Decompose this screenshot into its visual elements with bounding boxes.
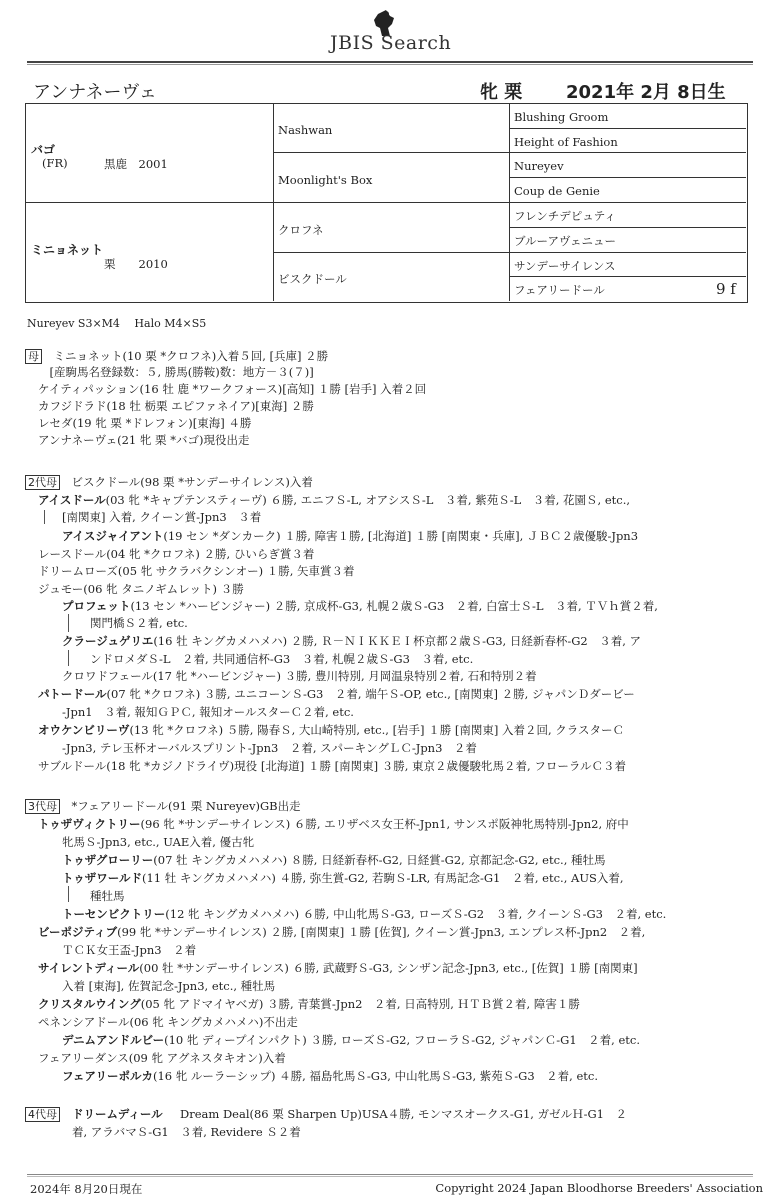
generation-tag: 3代母 xyxy=(25,799,60,814)
record-text: (13 セン *ハービンジャー) ２勝, 京成杯-G3, 札幌２歳Ｓ-G3 ２着, 白富士Ｓ-L ３着, ＴＶｈ賞２着, xyxy=(130,599,658,613)
record-text: ドリームローズ(05 牝 サクラバクシンオー) １勝, 矢車賞３着 xyxy=(38,564,355,578)
g3-6[interactable]: ブルーアヴェニュー xyxy=(514,234,617,248)
record-line xyxy=(38,722,624,738)
record-line xyxy=(62,852,606,868)
record-text: (10 牝 ディープインパクト) ３勝, ローズＳ-G2, フローラＳ-G2, ジャパンＣ-G1 ２着, etc. xyxy=(164,1033,640,1047)
record-text: レセダ(19 牝 栗 *ドレフォン)[東海] ４勝 xyxy=(38,416,252,430)
record-text: [産駒馬名登録数：５, 勝馬(勝鞍)数：地方－３(７)] xyxy=(38,365,314,379)
horse-link[interactable]: サイレントディール xyxy=(38,961,140,975)
indent-bar xyxy=(44,510,45,524)
record-text: (13 牝 *クロフネ) ５勝, 陽春Ｓ, 大山崎特別, etc., [岩手] １勝 [南関東] 入着２回, クラスターＣ xyxy=(129,723,624,737)
g3-8[interactable]: フェアリードール xyxy=(514,283,605,297)
sire-color-year: 黒鹿 2001 xyxy=(104,157,168,171)
record-text: レースドール(04 牝 *クロフネ) ２勝, ひいらぎ賞３着 xyxy=(38,547,315,561)
jbis-logo[interactable] xyxy=(330,6,460,54)
record-line xyxy=(62,942,196,958)
record-text: クロワドフェール(17 牝 *ハービンジャー) ３勝, 豊川特別, 月岡温泉特別２着, 石和特別２着 xyxy=(62,669,537,683)
horse-link[interactable]: オウケンビリーヴ xyxy=(38,723,130,737)
horse-link[interactable]: クリスタルウイング xyxy=(38,997,141,1011)
record-line xyxy=(72,1124,301,1140)
g3-4[interactable]: Coup de Genie xyxy=(514,184,600,198)
record-text: (05 牝 アドマイヤベガ) ３勝, 青葉賞-Jpn2 ２着, 日高特別, ＨＴＢ賞２着, 障害１勝 xyxy=(140,997,580,1011)
horse-name: アンナネーヴェ xyxy=(33,82,157,103)
sire-name[interactable]: バゴ xyxy=(31,143,56,157)
record-line xyxy=(38,1014,298,1030)
horse-link[interactable]: フェアリーポルカ xyxy=(62,1069,153,1083)
horse-link[interactable]: クラージュゲリエ xyxy=(62,634,154,648)
record-line xyxy=(180,1106,627,1122)
record-line xyxy=(62,633,641,649)
logo-text: JBIS Search xyxy=(330,32,452,54)
record-text: 入着 [東海], 佐賀記念-Jpn3, etc., 種牡馬 xyxy=(62,979,276,993)
record-line xyxy=(62,528,638,544)
horse-link[interactable]: トゥザヴィクトリー xyxy=(38,817,141,831)
record-text: (07 牡 キングカメハメハ) ８勝, 日経新春杯-G2, 日経賞-G2, 京都記念-G2, etc., 種牡馬 xyxy=(153,853,606,867)
record-text: ジュモー(06 牝 タニノギムレット) ３勝 xyxy=(38,582,244,596)
family-number: 9 f xyxy=(716,280,736,298)
record-line xyxy=(38,960,638,976)
record-line xyxy=(38,924,645,940)
record-text: [南関東] 入着, クイーン賞-Jpn3 ３着 xyxy=(62,510,262,524)
record-line xyxy=(38,381,426,397)
header-rule xyxy=(27,61,753,63)
sire-sire[interactable]: Nashwan xyxy=(278,123,333,137)
record-line xyxy=(90,651,473,667)
horse-link[interactable]: トーセンビクトリー xyxy=(62,907,166,921)
record-text: Dream Deal(86 栗 Sharpen Up)USA４勝, モンマスオークス-G1, ガゼルＨ-G1 ２ xyxy=(180,1107,627,1121)
record-line xyxy=(38,432,249,448)
record-text: 関門橋Ｓ２着, etc. xyxy=(90,616,188,630)
record-text: ＴＣＫ女王盃-Jpn3 ２着 xyxy=(62,943,197,957)
horse-link[interactable]: プロフェット xyxy=(62,599,131,613)
footer-rule xyxy=(27,1174,753,1175)
record-text: (16 牝 ルーラーシップ) ４勝, 福島牝馬Ｓ-G3, 中山牝馬Ｓ-G3, 紫苑Ｓ-G3 ２着, etc. xyxy=(152,1069,599,1083)
record-line xyxy=(62,1068,598,1084)
indent-bar xyxy=(68,886,69,902)
record-line xyxy=(25,1106,163,1122)
horse-link[interactable]: トゥザグローリー xyxy=(62,853,154,867)
record-line xyxy=(38,996,580,1012)
record-text: アンナネーヴェ(21 牝 栗 *バゴ)現役出走 xyxy=(38,433,250,447)
record-line xyxy=(62,978,275,994)
record-line xyxy=(38,492,630,508)
record-line xyxy=(38,758,626,774)
dam-sire[interactable]: クロフネ xyxy=(278,223,324,237)
record-text: ンドロメダＳ-L ２着, 共同通信杯-G3 ３着, 札幌２歳Ｓ-G3 ３着, etc. xyxy=(90,652,474,666)
header-rule-thin xyxy=(27,64,753,65)
record-text: フェアリーダンス(09 牝 アグネスタキオン)入着 xyxy=(38,1051,286,1065)
generation-tag: 2代母 xyxy=(25,475,60,490)
record-line xyxy=(38,415,251,431)
horse-birth-date: 2021年 2月 8日生 xyxy=(566,82,726,103)
record-line xyxy=(38,563,355,579)
record-text: -Jpn3, テレ玉杯オーバルスプリント-Jpn3 ２着, スパーキングＬＣ-Jpn3 ２着 xyxy=(62,741,477,755)
record-text: (19 セン *ダンカーク) １勝, 障害１勝, [北海道] １勝 [南関東・兵庫], ＪＢＣ２歳優駿-Jpn3 xyxy=(163,529,639,543)
horse-link[interactable]: アイスジャイアント xyxy=(62,529,164,543)
dam-color-year: 栗 2010 xyxy=(104,257,168,271)
record-line xyxy=(38,398,314,414)
footer-rule-thin xyxy=(27,1176,753,1177)
record-text: (03 牝 *キャプテンスティーヴ) ６勝, エニフＳ-L, オアシスＳ-L ３着, 紫苑Ｓ-L ３着, 花園Ｓ, etc., xyxy=(105,493,631,507)
record-line xyxy=(90,615,188,631)
record-line xyxy=(38,1050,286,1066)
horse-link[interactable]: アイスドール xyxy=(38,493,106,507)
record-text: カフジドラド(18 牡 栃栗 エピファネイア)[東海] ２勝 xyxy=(38,399,314,413)
record-text: 種牡馬 xyxy=(90,889,125,903)
horse-link[interactable]: パトードール xyxy=(38,687,107,701)
record-line xyxy=(38,686,635,702)
record-text: 着, アラバマＳ-G1 ３着, Revidere Ｓ２着 xyxy=(72,1125,301,1139)
horse-link[interactable]: ドリームディール xyxy=(72,1107,163,1121)
record-text: (07 牝 *クロフネ) ３勝, ユニコーンＳ-G3 ２着, 端午Ｓ-OP, etc., [南関東] ２勝, ジャパンＤダービー xyxy=(106,687,635,701)
horse-sex-color: 牝 栗 xyxy=(480,82,523,103)
sire-dam[interactable]: Moonlight's Box xyxy=(278,173,373,187)
record-line xyxy=(38,364,314,380)
record-text: 牝馬Ｓ-Jpn3, etc., UAE入着, 優古牝 xyxy=(62,835,255,849)
record-line xyxy=(62,704,354,720)
record-line xyxy=(62,509,261,525)
footer-date: 2024年 8月20日現在 xyxy=(30,1182,143,1196)
record-text: (12 牝 キングカメハメハ) ６勝, 中山牝馬Ｓ-G3, ローズＳ-G2 ３着, クイーンＳ-G3 ２着, etc. xyxy=(165,907,667,921)
record-line xyxy=(62,834,254,850)
pedigree-table xyxy=(25,103,748,303)
record-line xyxy=(62,1032,640,1048)
g3-3[interactable]: Nureyev xyxy=(514,159,564,173)
record-line xyxy=(38,581,244,597)
record-text: (11 牡 キングカメハメハ) ４勝, 弥生賞-G2, 若駒Ｓ-LR, 有馬記念-G1 ２着, etc., AUS入着, xyxy=(141,871,624,885)
g3-7[interactable]: サンデーサイレンス xyxy=(514,259,616,273)
footer-copyright: Copyright 2024 Japan Bloodhorse Breeders' Association xyxy=(435,1181,763,1195)
record-text: (16 牡 キングカメハメハ) ２勝, Ｒ－ＮＩＫＫＥＩ杯京都２歳Ｓ-G3, 日経新春杯-G2 ３着, ア xyxy=(153,634,642,648)
record-text: (96 牝 *サンデーサイレンス) ６勝, エリザベス女王杯-Jpn1, サンスポ阪神牝馬特別-Jpn2, 府中 xyxy=(140,817,629,831)
g3-1[interactable]: Blushing Groom xyxy=(514,110,609,124)
record-line xyxy=(25,348,328,364)
indent-bar xyxy=(68,614,69,632)
record-text: ミニョネット(10 栗 *クロフネ)入着５回, [兵庫] ２勝 xyxy=(42,349,329,363)
horse-link[interactable]: ビーポジティブ xyxy=(38,925,118,939)
record-text: -Jpn1 ３着, 報知ＧＰＣ, 報知オールスターＣ２着, etc. xyxy=(62,705,354,719)
horse-link[interactable]: トゥザワールド xyxy=(62,871,142,885)
sire-origin: (FR) xyxy=(42,156,68,170)
record-text: (99 牝 *サンデーサイレンス) ２勝, [南関東] １勝 [佐賀], クイーン賞-Jpn3, エンプレス杯-Jpn2 ２着, xyxy=(117,925,646,939)
record-line xyxy=(25,474,313,490)
record-line xyxy=(62,906,666,922)
dam-name[interactable]: ミニョネット xyxy=(31,243,104,257)
g3-2[interactable]: Height of Fashion xyxy=(514,135,618,149)
record-line xyxy=(38,546,314,562)
record-line xyxy=(90,888,125,904)
record-text: ペネンシアドール(06 牝 キングカメハメハ)不出走 xyxy=(38,1015,298,1029)
record-text: ビスクドール(98 栗 *サンデーサイレンス)入着 xyxy=(60,475,313,489)
generation-tag: 4代母 xyxy=(25,1107,60,1122)
horse-link[interactable]: デニムアンドルビー xyxy=(62,1033,165,1047)
generation-tag: 母 xyxy=(25,349,42,364)
inbreeding-info: Nureyev S3×M4 Halo M4×S5 xyxy=(27,317,207,330)
record-text: ケイティパッション(16 牡 鹿 *ワークフォース)[高知] １勝 [岩手] 入着２回 xyxy=(38,382,427,396)
record-line xyxy=(25,798,301,814)
record-line xyxy=(62,740,477,756)
record-text: *フェアリードール(91 栗 Nureyev)GB出走 xyxy=(60,799,301,813)
record-line xyxy=(62,598,658,614)
record-text: サブルドール(18 牝 *カジノドライヴ)現役 [北海道] １勝 [南関東] ３勝, 東京２歳優駿牝馬２着, フローラルＣ３着 xyxy=(38,759,627,773)
g3-5[interactable]: フレンチデピュティ xyxy=(514,209,616,223)
record-line xyxy=(62,870,624,886)
dam-dam[interactable]: ビスクドール xyxy=(278,272,347,286)
record-line xyxy=(38,816,629,832)
record-line xyxy=(62,668,537,684)
indent-bar xyxy=(68,650,69,666)
record-text: (00 牡 *サンデーサイレンス) ６勝, 武蔵野Ｓ-G3, シンザン記念-Jpn3, etc., [佐賀] １勝 [南関東] xyxy=(139,961,638,975)
